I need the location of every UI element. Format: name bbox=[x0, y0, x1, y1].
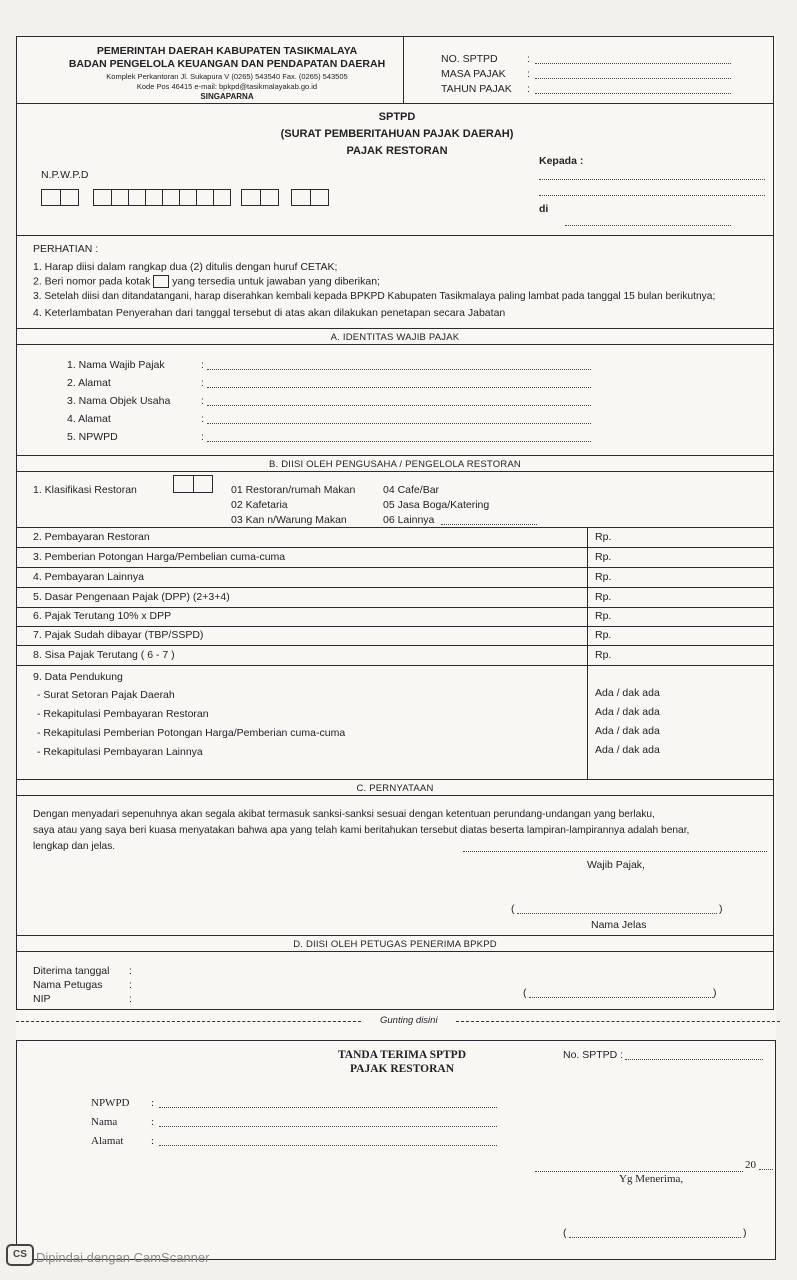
paren: ) bbox=[743, 1227, 747, 1239]
divider bbox=[17, 587, 773, 588]
receipt-no-sptpd-field[interactable] bbox=[625, 1059, 763, 1060]
title-sptpd: SPTPD bbox=[378, 111, 416, 123]
no-sptpd-label: NO. SPTPD bbox=[441, 53, 498, 65]
colon: : bbox=[527, 83, 530, 95]
perhatian-item-3: 3. Setelah diisi dan ditandatangani, harap diserahkan kembali kepada BPKPD Kabupaten Tasikmalaya paling lambat pada tanggal 15 bulan berikutnya; bbox=[33, 291, 716, 302]
ada-tidak-ada-3[interactable]: Ada / dak ada bbox=[595, 725, 660, 737]
rp-label[interactable]: Rp. bbox=[595, 610, 612, 622]
divider bbox=[17, 645, 773, 646]
row-potongan-harga: 3. Pemberian Potongan Harga/Pembelian cuma-cuma bbox=[33, 551, 286, 563]
sptpd-form bbox=[16, 36, 774, 1010]
divider bbox=[260, 190, 261, 205]
cut-label: Gunting disini bbox=[380, 1015, 438, 1026]
divider bbox=[17, 547, 773, 548]
option-02: 02 Kafetaria bbox=[231, 499, 288, 511]
support-ssp: - Surat Setoran Pajak Daerah bbox=[37, 689, 175, 701]
section-b-title: B. DIISI OLEH PENGUSAHA / PENGELOLA RESTORAN bbox=[268, 459, 521, 470]
receipt-year: 20 bbox=[745, 1159, 756, 1171]
row-dpp: 5. Dasar Pengenaan Pajak (DPP) (2+3+4) bbox=[33, 591, 230, 603]
paren: ) bbox=[719, 903, 723, 915]
wajib-pajak-label: Wajib Pajak, bbox=[587, 859, 645, 871]
divider bbox=[145, 190, 146, 205]
row-sisa-pajak: 8. Sisa Pajak Terutang ( 6 - 7 ) bbox=[33, 649, 175, 661]
kepada-field-2[interactable] bbox=[539, 195, 765, 196]
receipt-date-field[interactable] bbox=[535, 1171, 743, 1172]
colon: : bbox=[129, 965, 132, 977]
rp-label[interactable]: Rp. bbox=[595, 531, 612, 543]
gov-line-1: PEMERINTAH DAERAH KABUPATEN TASIKMALAYA bbox=[96, 45, 358, 57]
di-field[interactable] bbox=[565, 225, 731, 226]
divider bbox=[17, 344, 773, 345]
divider bbox=[17, 471, 773, 472]
camscanner-watermark: Dipindai dengan CamScanner bbox=[36, 1250, 210, 1265]
divider bbox=[196, 190, 197, 205]
tahun-pajak-field[interactable] bbox=[535, 93, 731, 94]
pernyataan-line-3: lengkap dan jelas. bbox=[33, 841, 116, 852]
rp-label[interactable]: Rp. bbox=[595, 551, 612, 563]
pernyataan-line-1: Dengan menyadari sepenuhnya akan segala akibat termasuk sanksi-sanksi sesuai dengan ketentuan perundang-undangan yang berlaku, bbox=[33, 809, 655, 820]
sample-box-icon bbox=[153, 275, 169, 288]
option-03: 03 Kan n/Warung Makan bbox=[231, 514, 347, 526]
colon: : bbox=[201, 413, 204, 425]
npwpd-box-group-1[interactable] bbox=[41, 189, 79, 206]
input-npwpd[interactable] bbox=[207, 441, 591, 442]
receipt-nama-label: Nama bbox=[91, 1116, 118, 1128]
input-nama-wajib-pajak[interactable] bbox=[207, 369, 591, 370]
colon: : bbox=[201, 395, 204, 407]
divider bbox=[17, 328, 773, 329]
divider bbox=[17, 935, 773, 936]
divider bbox=[17, 951, 773, 952]
colon: : bbox=[151, 1135, 155, 1147]
kepada-label: Kepada : bbox=[539, 155, 584, 167]
yg-menerima-label: Yg Menerima, bbox=[619, 1173, 684, 1185]
address-line-1: Komplek Perkantoran Jl. Sukapura V (0265) 543540 Fax. (0265) 543505 bbox=[106, 72, 348, 81]
cut-line-right bbox=[456, 1021, 780, 1022]
support-rekap-restoran: - Rekapitulasi Pembayaran Restoran bbox=[37, 708, 209, 720]
paren: ) bbox=[713, 987, 717, 999]
receipt-nama-field[interactable] bbox=[159, 1126, 497, 1127]
option-04: 04 Cafe/Bar bbox=[383, 484, 440, 496]
section-a-title: A. IDENTITAS WAJIB PAJAK bbox=[330, 332, 460, 343]
receipt-year-field[interactable] bbox=[759, 1169, 773, 1170]
divider bbox=[17, 779, 773, 780]
tahun-pajak-label: TAHUN PAJAK bbox=[441, 83, 512, 95]
input-alamat[interactable] bbox=[207, 387, 591, 388]
option-01: 01 Restoran/rumah Makan bbox=[231, 484, 356, 496]
row-pembayaran-lainnya: 4. Pembayaran Lainnya bbox=[33, 571, 144, 583]
receipt-title-2: PAJAK RESTORAN bbox=[349, 1063, 455, 1075]
address-line-2: Kode Pos 46415 e-mail: bpkpd@tasikmalayakab.go.id bbox=[136, 82, 318, 91]
data-pendukung-label: 9. Data Pendukung bbox=[33, 671, 123, 683]
pernyataan-line-2: saya atau yang saya beri kuasa menyatakan bahwa apa yang telah kami beritahukan tersebut diatas beserta lampiran-lampirannya adalah benar, bbox=[33, 825, 690, 836]
masa-pajak-label: MASA PAJAK bbox=[441, 68, 506, 80]
rp-label[interactable]: Rp. bbox=[595, 649, 612, 661]
input-alamat-usaha[interactable] bbox=[207, 423, 591, 424]
perhatian-item-4: 4. Keterlambatan Penyerahan dari tanggal tersebut di atas akan dilakukan penetapan secara Jabatan bbox=[33, 307, 506, 319]
receipt-signature[interactable] bbox=[569, 1237, 741, 1238]
divider bbox=[17, 527, 773, 528]
divider bbox=[60, 190, 61, 205]
paren: ( bbox=[523, 987, 527, 999]
paren: ( bbox=[563, 1227, 567, 1239]
receipt-npwpd-field[interactable] bbox=[159, 1107, 497, 1108]
npwpd-label: N.P.W.P.D bbox=[41, 169, 89, 181]
option-06: 06 Lainnya bbox=[383, 514, 435, 526]
signature-petugas[interactable] bbox=[529, 997, 713, 998]
divider bbox=[17, 626, 773, 627]
camscanner-logo-icon: CS bbox=[6, 1244, 34, 1266]
title-full: (SURAT PEMBERITAHUAN PAJAK DAERAH) bbox=[280, 128, 514, 140]
colon: : bbox=[201, 377, 204, 389]
header-divider bbox=[403, 37, 404, 103]
option-06-field[interactable] bbox=[441, 524, 537, 525]
row-pajak-terutang: 6. Pajak Terutang 10% x DPP bbox=[33, 610, 172, 622]
divider bbox=[179, 190, 180, 205]
support-rekap-lainnya: - Rekapitulasi Pembayaran Lainnya bbox=[37, 746, 203, 758]
option-05: 05 Jasa Boga/Katering bbox=[383, 499, 490, 511]
divider bbox=[128, 190, 129, 205]
input-nama-objek-usaha[interactable] bbox=[207, 405, 591, 406]
kepada-field-1[interactable] bbox=[539, 179, 765, 180]
colon: : bbox=[151, 1116, 155, 1128]
field-nama-wajib-pajak: 1. Nama Wajib Pajak bbox=[67, 359, 165, 371]
divider bbox=[17, 455, 773, 456]
npwpd-box-group-3[interactable] bbox=[241, 189, 279, 206]
nip-label: NIP bbox=[33, 993, 51, 1005]
ada-tidak-ada-1[interactable]: Ada / dak ada bbox=[595, 687, 660, 699]
row-pembayaran-restoran: 2. Pembayaran Restoran bbox=[33, 531, 150, 543]
nama-petugas-label: Nama Petugas bbox=[33, 979, 103, 991]
colon: : bbox=[201, 431, 204, 443]
support-rekap-potongan: - Rekapitulasi Pemberian Potongan Harga/Pemberian cuma-cuma bbox=[37, 727, 346, 739]
paren: ( bbox=[511, 903, 515, 915]
masa-pajak-field[interactable] bbox=[535, 78, 731, 79]
rp-column-divider bbox=[587, 527, 588, 779]
divider bbox=[17, 665, 773, 666]
field-npwpd: 5. NPWPD bbox=[67, 431, 118, 443]
divider bbox=[17, 607, 773, 608]
ada-tidak-ada-4[interactable]: Ada / dak ada bbox=[595, 744, 660, 756]
perhatian-item-2 bbox=[33, 275, 380, 288]
divider bbox=[310, 190, 311, 205]
colon: : bbox=[151, 1097, 155, 1109]
gov-line-2: BADAN PENGELOLA KEUANGAN DAN PENDAPATAN DAERAH bbox=[68, 58, 386, 70]
di-label: di bbox=[539, 203, 549, 215]
diterima-tanggal-label: Diterima tanggal bbox=[33, 965, 110, 977]
field-nama-objek-usaha: 3. Nama Objek Usaha bbox=[67, 395, 171, 407]
perhatian-item-2-end: yang tersedia untuk jawaban yang diberikan; bbox=[172, 275, 380, 288]
perhatian-item-2-start: 2. Beri nomor pada kotak bbox=[33, 275, 151, 288]
divider bbox=[111, 190, 112, 205]
receipt-box bbox=[16, 1040, 776, 1260]
perhatian-heading: PERHATIAN : bbox=[33, 243, 99, 255]
place-date-field[interactable] bbox=[463, 851, 767, 852]
receipt-alamat-label: Alamat bbox=[91, 1135, 124, 1147]
title-restoran: PAJAK RESTORAN bbox=[346, 145, 448, 157]
npwpd-box-group-4[interactable] bbox=[291, 189, 329, 206]
ada-tidak-ada-2[interactable]: Ada / dak ada bbox=[595, 706, 660, 718]
nama-jelas-label: Nama Jelas bbox=[591, 919, 647, 931]
receipt-no-sptpd-label: No. SPTPD : bbox=[563, 1049, 624, 1061]
rp-label[interactable]: Rp. bbox=[595, 591, 612, 603]
divider bbox=[17, 235, 773, 236]
divider bbox=[193, 476, 194, 492]
field-alamat-usaha: 4. Alamat bbox=[67, 413, 111, 425]
klasifikasi-label: 1. Klasifikasi Restoran bbox=[33, 484, 137, 496]
no-sptpd-field[interactable] bbox=[535, 63, 731, 64]
npwpd-box-group-2[interactable] bbox=[93, 189, 231, 206]
field-alamat: 2. Alamat bbox=[67, 377, 111, 389]
divider bbox=[17, 103, 773, 104]
colon: : bbox=[129, 993, 132, 1005]
receipt-npwpd-label: NPWPD bbox=[91, 1097, 130, 1109]
section-c-title: C. PERNYATAAN bbox=[356, 783, 434, 794]
colon: : bbox=[201, 359, 204, 371]
divider bbox=[213, 190, 214, 205]
section-d-title: D. DIISI OLEH PETUGAS PENERIMA BPKPD bbox=[293, 939, 497, 950]
perhatian-item-1: 1. Harap diisi dalam rangkap dua (2) ditulis dengan huruf CETAK; bbox=[33, 261, 338, 273]
colon: : bbox=[527, 53, 530, 65]
row-pajak-sudah-dibayar: 7. Pajak Sudah dibayar (TBP/SSPD) bbox=[33, 629, 204, 641]
cut-line-left bbox=[16, 1021, 361, 1022]
receipt-title-1: TANDA TERIMA SPTPD bbox=[337, 1049, 466, 1061]
divider bbox=[162, 190, 163, 205]
rp-label[interactable]: Rp. bbox=[595, 629, 612, 641]
klasifikasi-box[interactable] bbox=[173, 475, 213, 493]
receipt-alamat-field[interactable] bbox=[159, 1145, 497, 1146]
signature-wajib-pajak[interactable] bbox=[517, 913, 717, 914]
divider bbox=[17, 567, 773, 568]
rp-label[interactable]: Rp. bbox=[595, 571, 612, 583]
colon: : bbox=[527, 68, 530, 80]
colon: : bbox=[129, 979, 132, 991]
city-name: SINGAPARNA bbox=[200, 92, 254, 101]
divider bbox=[17, 795, 773, 796]
